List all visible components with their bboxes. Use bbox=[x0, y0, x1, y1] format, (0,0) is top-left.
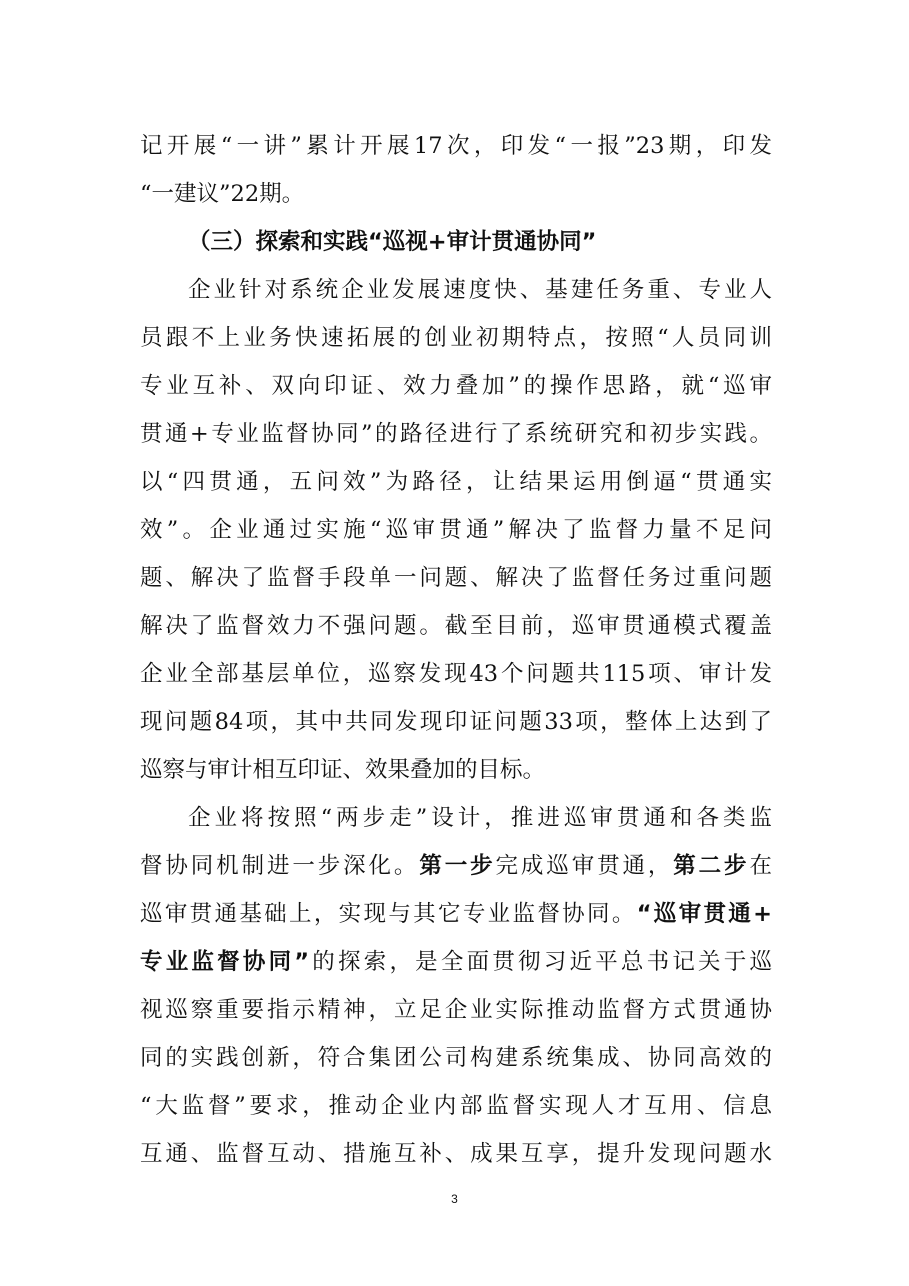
text-line: 企业针对系统企业发展速度快、基建任务重、专业人 bbox=[188, 277, 772, 303]
text-run: 在 bbox=[749, 853, 772, 879]
text-line: 视巡察重要指示精神，立足企业实际推动监督方式贯通协 bbox=[140, 997, 772, 1023]
text-run: 的探索，是全面贯彻习近平总书记关于巡 bbox=[309, 949, 772, 975]
text-line: 题、解决了监督手段单一问题、解决了监督任务过重问题 bbox=[140, 565, 772, 591]
text-line: 解决了监督效力不强问题。截至目前，巡审贯通模式覆盖 bbox=[140, 613, 772, 639]
text-run: 督协同机制进一步深化。 bbox=[140, 853, 420, 879]
section-heading: （三）探索和实践“巡视+审计贯通协同” bbox=[188, 229, 597, 255]
text-line: 企业全部基层单位，巡察发现43个问题共115项、审计发 bbox=[140, 661, 772, 687]
text-line: “一建议”22期。 bbox=[140, 181, 305, 207]
text-line bbox=[140, 842, 772, 890]
text-line bbox=[140, 938, 772, 986]
text-line: 效”。企业通过实施“巡审贯通”解决了监督力量不足问 bbox=[140, 517, 772, 543]
text-line: 员跟不上业务快速拓展的创业初期特点，按照“人员同训 bbox=[140, 325, 772, 351]
emphasis-title-start: “巡审贯通+ bbox=[636, 901, 772, 927]
text-line: “大监督”要求，推动企业内部监督实现人才互用、信息 bbox=[140, 1093, 772, 1119]
emphasis-step-two: 第二步 bbox=[673, 853, 750, 879]
text-line: 现问题84项，其中共同发现印证问题33项，整体上达到了 bbox=[140, 709, 772, 735]
emphasis-title-end: 专业监督协同” bbox=[140, 949, 310, 975]
text-line: 记开展“一讲”累计开展17次，印发“一报”23期，印发 bbox=[140, 133, 772, 159]
text-run: 巡审贯通基础上，实现与其它专业监督协同。 bbox=[140, 901, 637, 927]
text-line: 以“四贯通，五问效”为路径，让结果运用倒逼“贯通实 bbox=[140, 469, 772, 495]
emphasis-step-one: 第一步 bbox=[419, 853, 496, 879]
text-line: 互通、监督互动、措施互补、成果互享，提升发现问题水 bbox=[140, 1141, 772, 1167]
text-line: 专业互补、双向印证、效力叠加”的操作思路，就“巡审 bbox=[140, 373, 772, 399]
text-line: 同的实践创新，符合集团公司构建系统集成、协同高效的 bbox=[140, 1045, 772, 1071]
page-number: 3 bbox=[451, 1192, 458, 1206]
text-run: 完成巡审贯通， bbox=[495, 853, 674, 879]
text-line: 企业将按照“两步走”设计，推进巡审贯通和各类监 bbox=[188, 805, 772, 831]
text-line: 贯通+专业监督协同”的路径进行了系统研究和初步实践。 bbox=[140, 421, 772, 447]
text-line: 巡察与审计相互印证、效果叠加的目标。 bbox=[140, 757, 546, 783]
text-line bbox=[140, 890, 772, 938]
